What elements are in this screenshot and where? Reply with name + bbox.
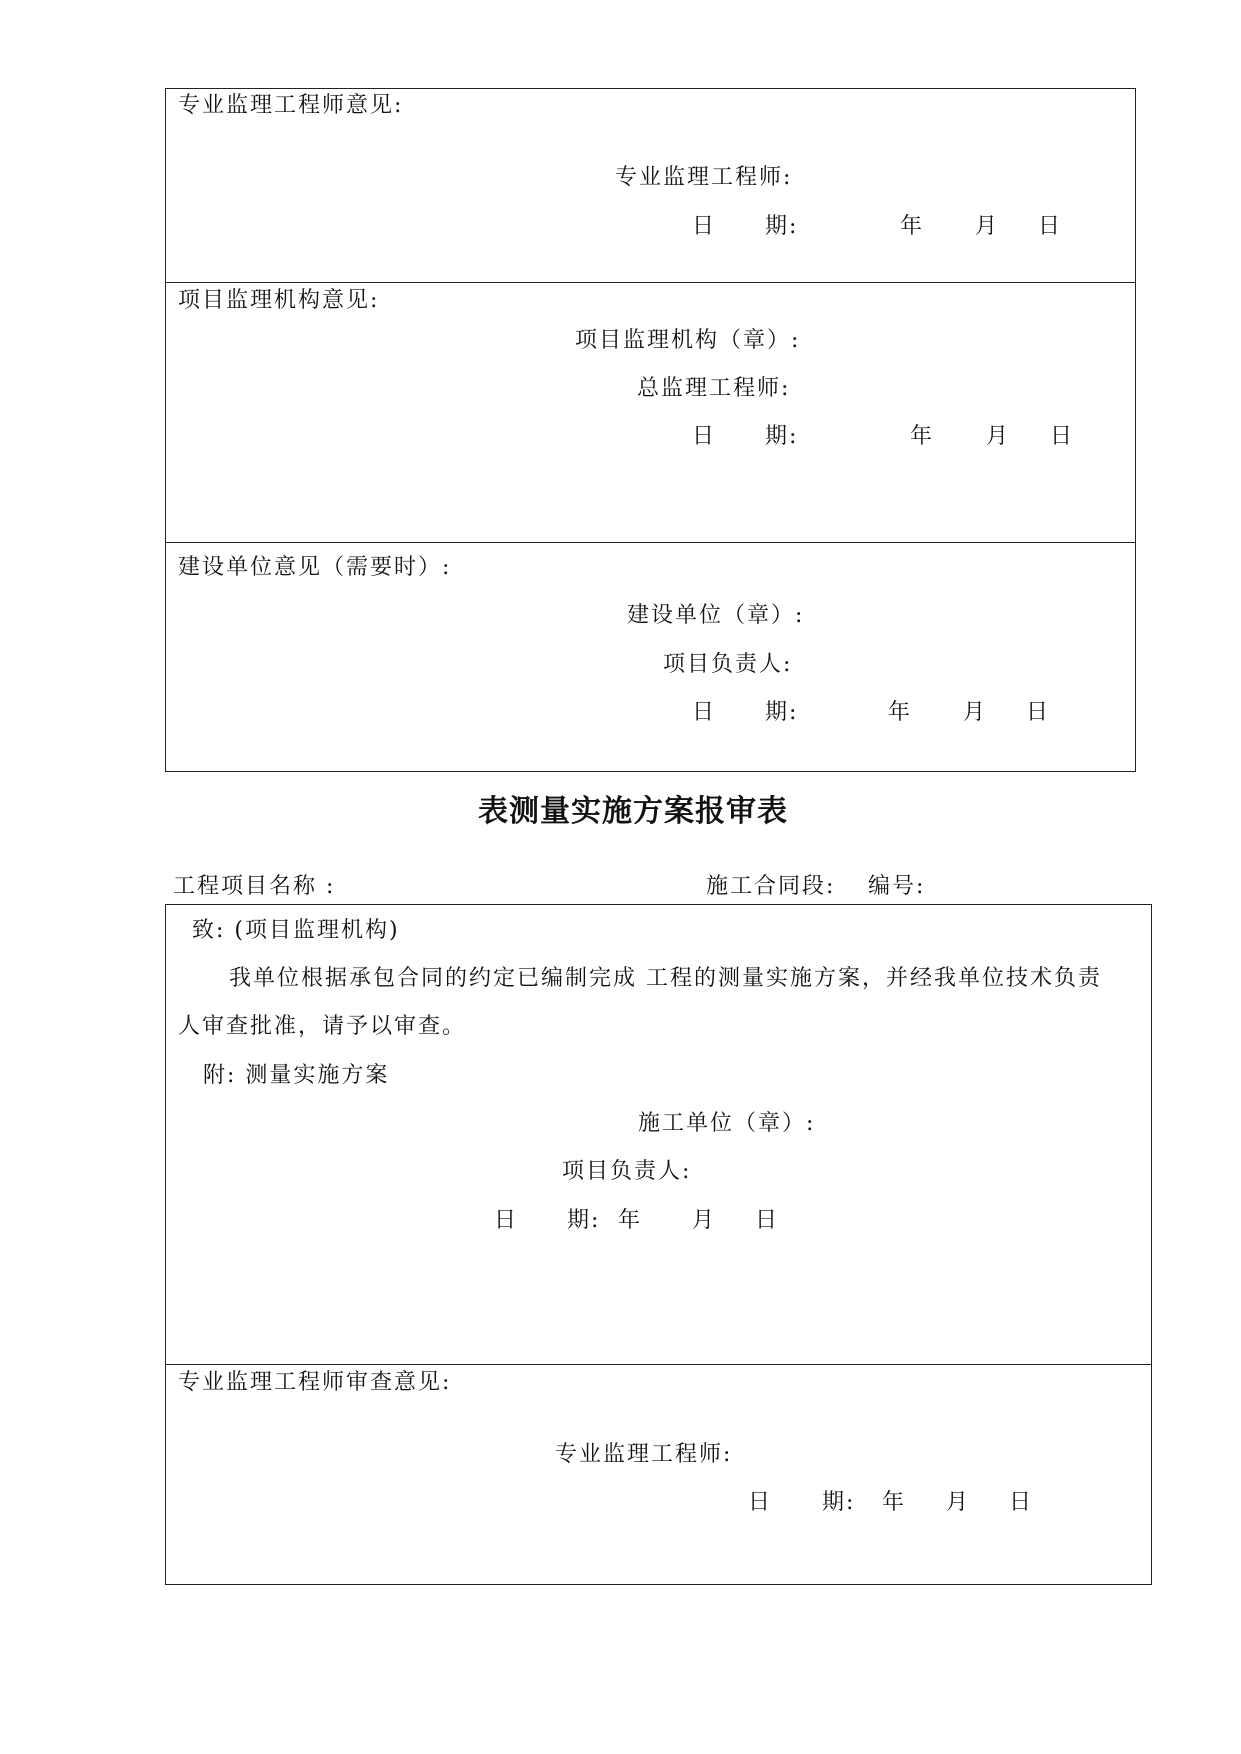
date-qi: 期: <box>765 214 799 239</box>
engineer-signature-label: 专业监理工程师: <box>615 165 793 190</box>
date-day: 日 <box>1050 424 1075 449</box>
addressee-line: 致: (项目监理机构) <box>192 918 400 943</box>
project-leader-label: 项目负责人: <box>663 652 793 677</box>
date-year: 年 <box>618 1208 643 1233</box>
date-ri: 日 <box>692 424 717 449</box>
form-title: 表测量实施方案报审表 <box>478 794 788 829</box>
date-month: 月 <box>975 214 1000 239</box>
date-month: 月 <box>946 1490 971 1515</box>
date-qi: 期: <box>822 1490 856 1515</box>
supervision-org-seal-label: 项目监理机构（章）: <box>575 328 801 353</box>
date-qi: 期: <box>765 424 799 449</box>
contract-section-label: 施工合同段: <box>706 874 836 899</box>
date-ri: 日 <box>494 1208 519 1233</box>
date-month: 月 <box>986 424 1011 449</box>
contractor-seal-label: 施工单位（章）: <box>638 1111 816 1136</box>
date-day: 日 <box>1026 700 1051 725</box>
date-ri: 日 <box>692 700 717 725</box>
date-year: 年 <box>888 700 913 725</box>
project-leader-label: 项目负责人: <box>562 1159 692 1184</box>
owner-opinion-heading: 建设单位意见（需要时）: <box>178 555 452 580</box>
supervision-org-opinion-heading: 项目监理机构意见: <box>178 288 380 313</box>
table-divider <box>165 282 1136 283</box>
engineer-review-heading: 专业监理工程师审查意见: <box>178 1370 452 1395</box>
table-divider <box>165 542 1136 543</box>
body-text-line-2: 人审查批准，请予以审查。 <box>178 1014 467 1039</box>
date-day: 日 <box>1038 214 1063 239</box>
date-year: 年 <box>900 214 925 239</box>
attachment-line: 附: 测量实施方案 <box>203 1063 390 1088</box>
owner-seal-label: 建设单位（章）: <box>627 603 805 628</box>
survey-plan-table <box>165 904 1152 1585</box>
project-name-label: 工程项目名称 : <box>173 874 336 899</box>
date-day: 日 <box>1009 1490 1034 1515</box>
date-year: 年 <box>910 424 935 449</box>
date-day: 日 <box>755 1208 780 1233</box>
engineer-opinion-heading: 专业监理工程师意见: <box>178 93 404 118</box>
date-ri: 日 <box>692 214 717 239</box>
number-label: 编号: <box>868 874 926 899</box>
date-qi: 期: <box>567 1208 601 1233</box>
engineer-signature-label: 专业监理工程师: <box>555 1442 733 1467</box>
date-ri: 日 <box>748 1490 773 1515</box>
date-month: 月 <box>963 700 988 725</box>
table-divider <box>165 1364 1152 1365</box>
chief-engineer-label: 总监理工程师: <box>637 376 791 401</box>
date-year: 年 <box>882 1490 907 1515</box>
date-qi: 期: <box>765 700 799 725</box>
body-text-line-1: 我单位根据承包合同的约定已编制完成 工程的测量实施方案，并经我单位技术负责 <box>229 966 1102 991</box>
date-month: 月 <box>692 1208 717 1233</box>
